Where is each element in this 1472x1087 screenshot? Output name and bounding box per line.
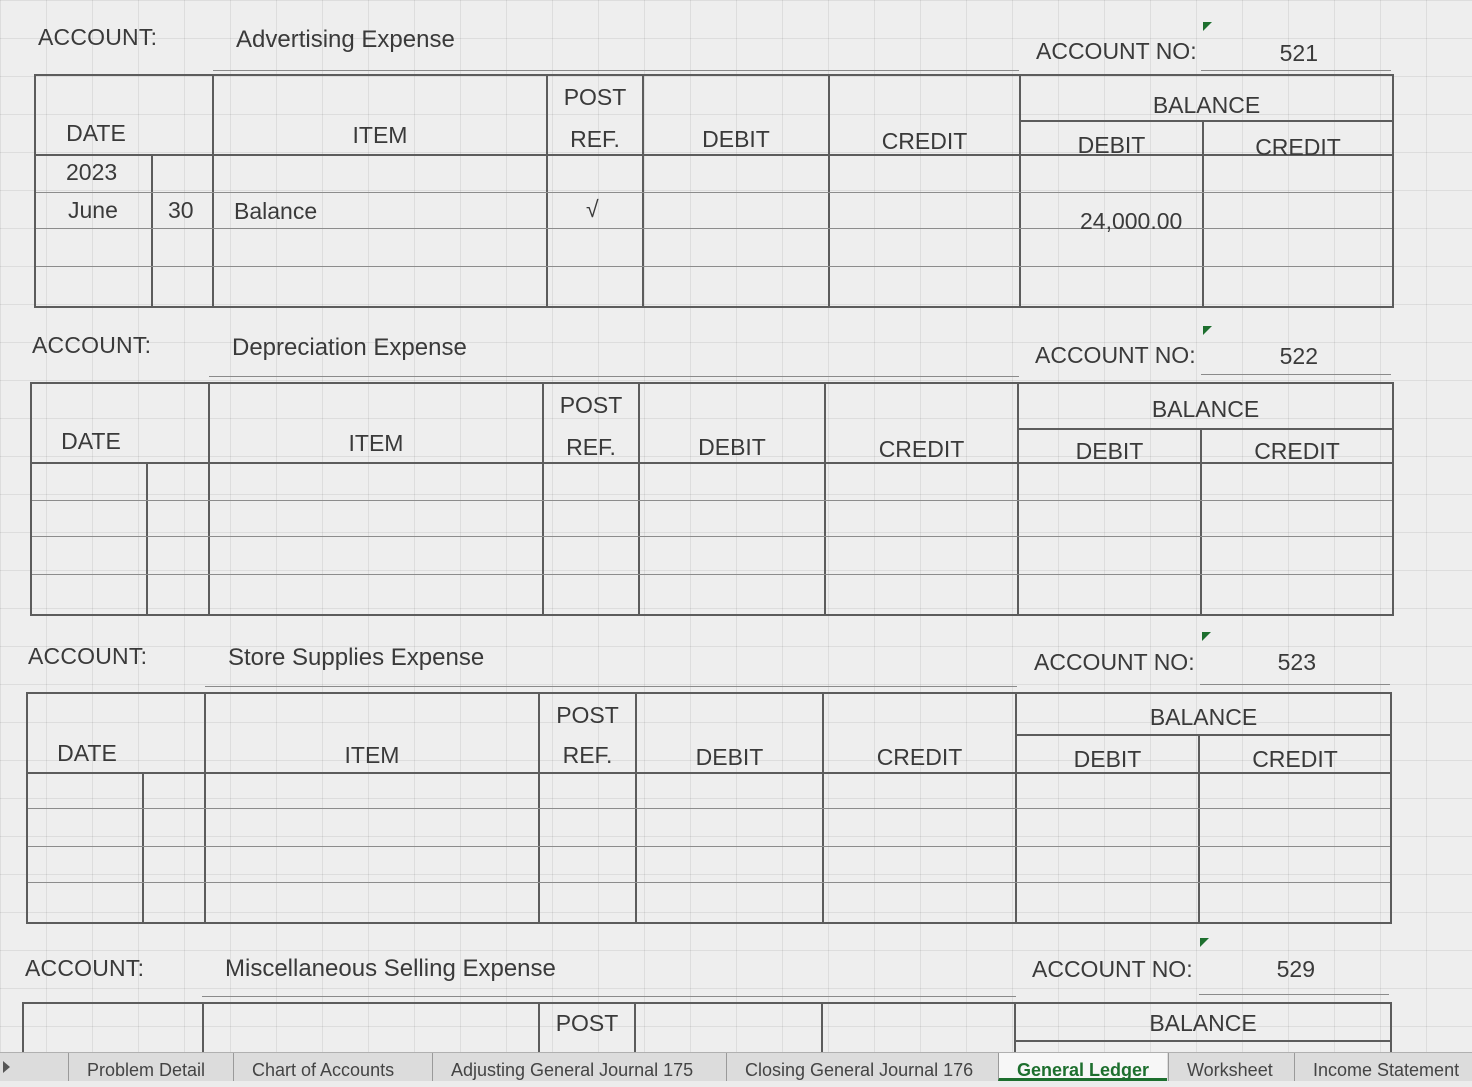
account-no-underline (1200, 684, 1390, 685)
entry-post-ref[interactable]: √ (586, 196, 599, 222)
entry-year[interactable]: 2023 (66, 159, 118, 185)
account-name-underline (202, 996, 1016, 997)
tab-worksheet[interactable]: Worksheet (1168, 1053, 1273, 1081)
header-item: ITEM (352, 122, 408, 148)
header-ref: REF. (570, 126, 620, 152)
account-name[interactable]: Depreciation Expense (232, 334, 467, 361)
header-balance: BALANCE (1149, 704, 1258, 730)
header-balance: BALANCE (1149, 1010, 1257, 1036)
tab-adjusting-general-journal-175[interactable]: Adjusting General Journal 175 (432, 1053, 693, 1081)
entry-item[interactable]: Balance (234, 198, 318, 224)
account-name-underline (213, 70, 1019, 71)
comment-flag-icon (1202, 632, 1211, 641)
header-item: ITEM (344, 742, 400, 768)
ledger-table (22, 1002, 1392, 1052)
header-balance: BALANCE (1151, 396, 1260, 422)
header-ref: REF. (562, 742, 613, 768)
account-label: ACCOUNT: (38, 24, 158, 50)
tab-income-statement[interactable]: Income Statement (1294, 1053, 1459, 1081)
comment-flag-icon (1203, 326, 1212, 335)
entry-month[interactable]: June (68, 197, 118, 223)
account-name[interactable]: Store Supplies Expense (228, 644, 485, 671)
account-no-label: ACCOUNT NO: (1035, 342, 1196, 368)
tab-chart-of-accounts[interactable]: Chart of Accounts (233, 1053, 394, 1081)
account-name[interactable]: Advertising Expense (236, 26, 455, 53)
header-balance: BALANCE (1152, 92, 1261, 118)
comment-flag-icon (1203, 22, 1212, 31)
header-post: POST (559, 392, 623, 418)
header-balance-debit: DEBIT (1075, 438, 1144, 464)
header-post: POST (556, 702, 619, 728)
header-debit: DEBIT (702, 126, 770, 152)
account-number[interactable]: 529 (1276, 956, 1315, 982)
comment-flag-icon (1200, 938, 1209, 947)
tab-problem-detail[interactable]: Problem Detail (68, 1053, 205, 1081)
header-balance-credit: CREDIT (1255, 134, 1341, 160)
account-number[interactable]: 521 (1279, 40, 1318, 66)
header-balance-credit: CREDIT (1252, 746, 1338, 772)
account-no-underline (1201, 70, 1391, 71)
account-label: ACCOUNT: (25, 955, 145, 981)
tab-general-ledger[interactable]: General Ledger (998, 1053, 1167, 1081)
account-no-label: ACCOUNT NO: (1032, 956, 1193, 982)
account-no-underline (1201, 374, 1391, 375)
sheet-tab-bar (0, 1052, 1472, 1081)
account-name[interactable]: Miscellaneous Selling Expense (225, 955, 556, 982)
tab-closing-general-journal-176[interactable]: Closing General Journal 176 (726, 1053, 973, 1081)
account-name-underline (205, 686, 1017, 687)
ledger-table (30, 382, 1394, 616)
header-credit: CREDIT (881, 128, 968, 154)
header-date: DATE (57, 740, 117, 766)
account-no-underline (1199, 994, 1389, 995)
ledger-table (26, 692, 1392, 924)
header-date: DATE (66, 120, 126, 146)
account-label: ACCOUNT: (28, 643, 148, 669)
header-credit: CREDIT (878, 436, 965, 462)
header-debit: DEBIT (695, 744, 764, 770)
account-name-underline (209, 376, 1019, 377)
ledger-table (34, 74, 1394, 308)
account-number[interactable]: 522 (1279, 343, 1318, 369)
header-balance-debit: DEBIT (1073, 746, 1142, 772)
scroll-tabs-right-icon[interactable] (3, 1061, 10, 1073)
header-credit: CREDIT (876, 744, 963, 770)
account-no-label: ACCOUNT NO: (1036, 38, 1197, 64)
header-ref: REF. (566, 434, 616, 460)
account-label: ACCOUNT: (32, 332, 152, 358)
header-item: ITEM (348, 430, 404, 456)
header-date: DATE (61, 428, 121, 454)
entry-day[interactable]: 30 (168, 197, 194, 223)
header-balance-credit: CREDIT (1254, 438, 1340, 464)
account-number[interactable]: 523 (1277, 649, 1316, 675)
header-post: POST (563, 84, 627, 110)
account-no-label: ACCOUNT NO: (1034, 649, 1195, 675)
entry-balance-debit[interactable]: 24,000.00 (1080, 208, 1183, 234)
header-balance-debit: DEBIT (1077, 132, 1146, 158)
header-debit: DEBIT (698, 434, 766, 460)
header-post: POST (555, 1010, 619, 1036)
